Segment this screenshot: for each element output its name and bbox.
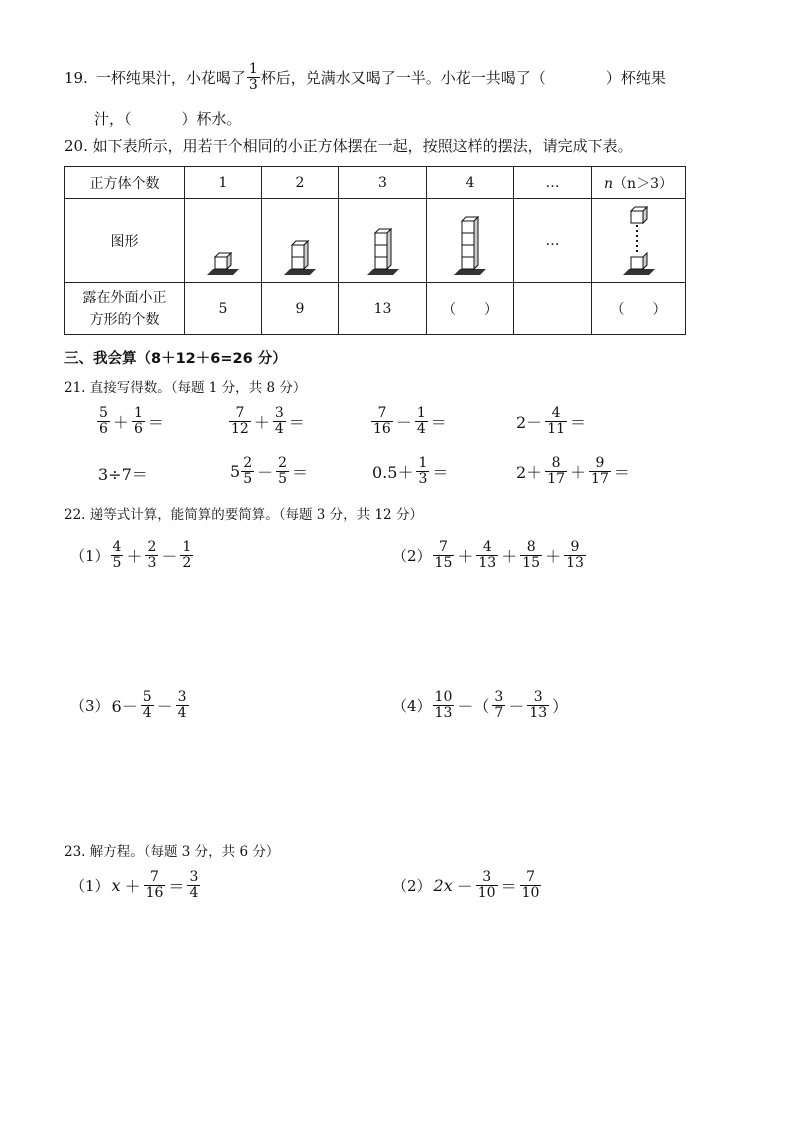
operator: －（ <box>457 697 490 716</box>
fraction <box>241 456 254 487</box>
q21-item-1 <box>96 406 166 437</box>
q23-problem-2 <box>392 870 542 901</box>
figure-4 <box>427 199 514 283</box>
denominator: 16 <box>145 885 164 901</box>
fraction <box>589 456 611 487</box>
numerator: 1 <box>182 539 192 555</box>
cube-stack-2-icon <box>280 201 320 277</box>
numerator: 9 <box>595 455 605 471</box>
denominator: 4 <box>189 885 199 901</box>
operator: ＋ <box>253 413 270 432</box>
lead-term: 0.5＋ <box>372 463 414 482</box>
denominator: 7 <box>494 705 504 721</box>
q22-problem-1 <box>70 540 194 571</box>
q21-item-4 <box>514 406 588 437</box>
denominator: 13 <box>529 705 548 721</box>
q19-text-4: 汁，（ <box>94 110 132 128</box>
q22-problem-4 <box>392 690 570 721</box>
denominator: 13 <box>566 555 584 571</box>
equals: ＝ <box>613 463 630 482</box>
denominator: 17 <box>547 471 566 487</box>
numerator: 3 <box>494 689 504 705</box>
q22-problem-3 <box>70 690 190 721</box>
n-condition: （n＞3） <box>613 175 673 192</box>
operator: － <box>456 877 473 896</box>
count-2: 2 <box>262 167 339 199</box>
cube-stack-n-icon <box>619 201 659 277</box>
q21-item-3 <box>370 406 449 437</box>
close-paren: ） <box>552 697 569 716</box>
fraction <box>273 406 286 437</box>
operator: ＋ <box>570 463 587 482</box>
numerator: 10 <box>434 689 453 705</box>
denominator: 5 <box>278 471 288 487</box>
denominator: 4 <box>416 421 426 437</box>
fraction <box>545 456 567 487</box>
fraction <box>527 690 549 721</box>
figure-ellipsis: … <box>514 199 592 283</box>
denominator: 10 <box>477 885 496 901</box>
numerator: 3 <box>274 405 284 421</box>
variable: x <box>111 876 121 895</box>
numerator: 7 <box>235 405 245 421</box>
numerator: 3 <box>177 689 187 705</box>
q22-problem-2 <box>392 540 587 571</box>
faces-n-blank[interactable]: （ ） <box>592 283 686 335</box>
numerator: 9 <box>570 539 580 555</box>
fraction <box>520 540 542 571</box>
header-exposed-faces-line2: 方形的个数 <box>89 311 160 328</box>
q19-fraction <box>247 62 260 93</box>
lead-term: 2－ <box>516 413 543 432</box>
numerator: 2 <box>278 455 288 471</box>
denominator: 13 <box>478 555 497 571</box>
denominator: 15 <box>522 555 541 571</box>
header-exposed-faces <box>65 283 185 335</box>
q23-problem-1 <box>70 870 201 901</box>
fraction <box>545 406 567 437</box>
equals: ＝ <box>432 463 449 482</box>
equals: ＝ <box>168 877 185 896</box>
figure-1 <box>185 199 262 283</box>
faces-1: 5 <box>185 283 262 335</box>
denominator: 10 <box>521 885 540 901</box>
fraction <box>415 406 428 437</box>
figure-2 <box>262 199 339 283</box>
denominator: 16 <box>373 421 391 437</box>
q20-table <box>64 166 686 335</box>
cube-stack-4-icon <box>450 201 490 277</box>
denominator: 3 <box>248 77 258 93</box>
header-cube-count: 正方体个数 <box>65 167 185 199</box>
q23-title: 23. 解方程。（每题 3 分，共 6 分） <box>64 844 280 860</box>
numerator: 2 <box>243 455 253 471</box>
cube-stack-1-icon <box>203 201 243 277</box>
fraction <box>111 540 124 571</box>
numerator: 7 <box>526 869 535 885</box>
denominator: 15 <box>434 555 453 571</box>
equals: ＝ <box>288 413 305 432</box>
q21-item-2 <box>228 406 307 437</box>
q21-item-8 <box>514 456 632 487</box>
operator: ＋ <box>545 547 562 566</box>
denominator: 5 <box>243 471 253 487</box>
fraction <box>176 690 189 721</box>
numerator: 3 <box>533 689 543 705</box>
operator: － <box>395 413 412 432</box>
section-3-heading: 三、我会算（8＋12＋6=26 分） <box>64 351 287 367</box>
q21-item-7 <box>370 456 450 487</box>
numerator: 7 <box>150 869 159 885</box>
expression: 3÷7＝ <box>98 464 148 484</box>
numerator: 1 <box>418 455 428 471</box>
fraction <box>187 870 200 901</box>
numerator: 8 <box>526 539 536 555</box>
denominator: 4 <box>142 705 152 721</box>
q19-text-2: 杯后，兑满水又喝了一半。小花一共喝了（ <box>260 69 546 87</box>
lead-term: 6－ <box>111 697 138 716</box>
faces-4-blank[interactable]: （ ） <box>427 283 514 335</box>
q19-text-1: 一杯纯果汁，小花喝了 <box>95 69 246 87</box>
fraction <box>371 406 393 437</box>
operator: ＋ <box>501 547 518 566</box>
q19-line1 <box>64 62 666 93</box>
problem-label: （2） <box>392 547 432 565</box>
faces-3: 13 <box>339 283 427 335</box>
lead-term: 2＋ <box>516 463 543 482</box>
q21-item-6 <box>228 456 310 487</box>
fraction <box>433 690 455 721</box>
fraction <box>476 870 498 901</box>
numerator: 8 <box>551 455 561 471</box>
denominator: 17 <box>591 471 609 487</box>
fraction <box>97 406 110 437</box>
n-variable: n <box>604 175 614 192</box>
problem-label: （2） <box>392 877 432 895</box>
equals: ＝ <box>147 413 164 432</box>
fraction <box>132 406 145 437</box>
operator: － <box>257 463 274 482</box>
numerator: 5 <box>142 689 152 705</box>
fraction <box>416 456 429 487</box>
fraction <box>476 540 498 571</box>
equals: ＝ <box>430 413 447 432</box>
whole-part: 5 <box>230 462 241 481</box>
faces-ellipsis <box>514 283 592 335</box>
q19-text-3: ）杯纯果 <box>605 69 666 87</box>
fraction <box>180 540 193 571</box>
numerator: 4 <box>112 539 122 555</box>
count-ellipsis: … <box>514 167 592 199</box>
fraction <box>276 456 289 487</box>
numerator: 7 <box>439 539 448 555</box>
numerator: 1 <box>248 61 258 77</box>
count-3: 3 <box>339 167 427 199</box>
denominator: 5 <box>112 555 122 571</box>
operator: － <box>161 547 178 566</box>
numerator: 1 <box>416 405 426 421</box>
numerator: 3 <box>189 869 199 885</box>
q19-number: 19. <box>64 68 88 87</box>
operator: ＋ <box>112 413 129 432</box>
numerator: 4 <box>482 539 492 555</box>
equals: ＝ <box>570 413 587 432</box>
numerator: 7 <box>377 405 387 421</box>
q20-question: 20. 如下表所示，用若干个相同的小正方体摆在一起，按照这样的摆法，请完成下表。 <box>64 137 633 155</box>
fraction <box>564 540 586 571</box>
cube-stack-3-icon <box>363 201 403 277</box>
numerator: 3 <box>482 869 492 885</box>
q21-item-5 <box>96 456 150 490</box>
fraction <box>492 690 505 721</box>
denominator: 11 <box>547 421 566 437</box>
q19-text-5: ）杯水。 <box>181 110 242 128</box>
fraction <box>144 870 166 901</box>
problem-label: （1） <box>70 877 110 895</box>
denominator: 3 <box>418 471 428 487</box>
operator: ＋ <box>126 547 143 566</box>
numerator: 2 <box>147 539 157 555</box>
denominator: 13 <box>434 705 453 721</box>
fraction <box>141 690 154 721</box>
q21-title: 21. 直接写得数。（每题 1 分，共 8 分） <box>64 380 307 396</box>
header-figure: 图形 <box>65 199 185 283</box>
count-4: 4 <box>427 167 514 199</box>
problem-label: （4） <box>392 697 432 715</box>
fraction <box>520 870 542 901</box>
denominator: 3 <box>147 555 157 571</box>
count-n <box>592 167 686 199</box>
faces-2: 9 <box>262 283 339 335</box>
variable: 2x <box>433 876 453 895</box>
header-exposed-faces-line1: 露在外面小正 <box>82 289 167 306</box>
fraction <box>229 406 251 437</box>
fraction <box>433 540 455 571</box>
denominator: 4 <box>274 421 284 437</box>
denominator: 6 <box>99 421 108 437</box>
denominator: 12 <box>231 421 249 437</box>
count-1: 1 <box>185 167 262 199</box>
figure-n <box>592 199 686 283</box>
numerator: 1 <box>133 405 143 421</box>
equals: ＝ <box>292 463 309 482</box>
problem-label: （3） <box>70 697 110 715</box>
problem-label: （1） <box>70 547 110 565</box>
denominator: 6 <box>133 421 143 437</box>
denominator: 4 <box>177 705 187 721</box>
operator: ＋ <box>124 877 141 896</box>
numerator: 4 <box>551 405 561 421</box>
operator: ＋ <box>457 547 474 566</box>
operator: － <box>156 697 173 716</box>
figure-3 <box>339 199 427 283</box>
equals: ＝ <box>500 877 517 896</box>
q19-line2 <box>94 108 242 129</box>
operator: － <box>508 697 525 716</box>
fraction <box>145 540 158 571</box>
denominator: 2 <box>182 555 192 571</box>
numerator: 5 <box>99 405 108 421</box>
q22-title: 22. 递等式计算，能简算的要简算。（每题 3 分，共 12 分） <box>64 507 423 523</box>
